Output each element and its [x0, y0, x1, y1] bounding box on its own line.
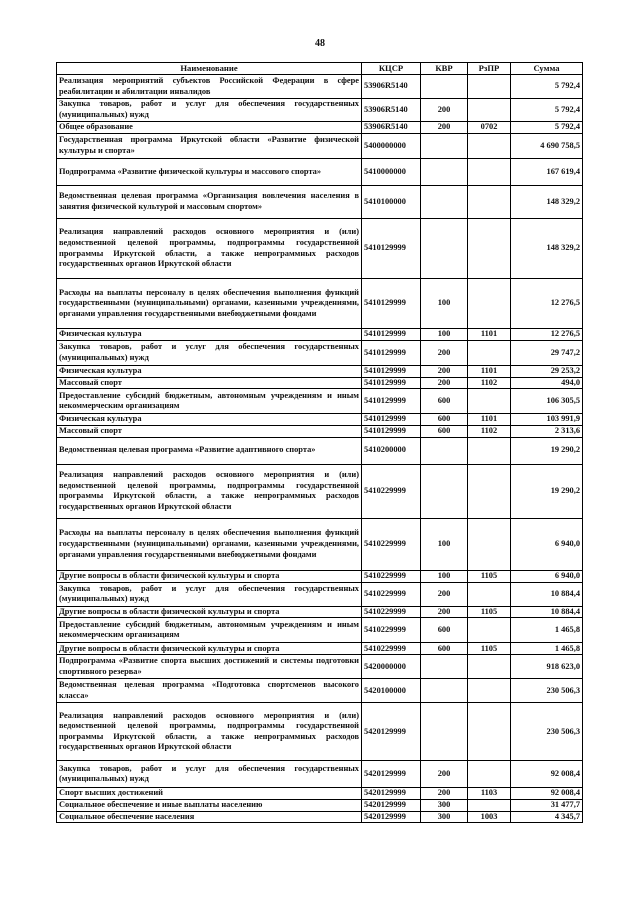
table-row: [57, 761, 583, 788]
table-row: [57, 703, 583, 761]
cell-name: Общее образование: [57, 122, 362, 134]
cell-kvr: 100: [421, 279, 468, 329]
cell-rzpr: [468, 703, 511, 761]
cell-kvr: 200: [421, 122, 468, 134]
table-row: [57, 643, 583, 655]
cell-sum: 230 506,3: [511, 679, 583, 703]
cell-name: Массовый спорт: [57, 377, 362, 389]
cell-sum: 5 792,4: [511, 122, 583, 134]
cell-sum: 12 276,5: [511, 329, 583, 341]
cell-kvr: 600: [421, 389, 468, 414]
cell-rzpr: [468, 679, 511, 703]
table-row: [57, 799, 583, 811]
cell-kvr: 200: [421, 377, 468, 389]
cell-kvr: [421, 679, 468, 703]
cell-kvr: [421, 464, 468, 518]
cell-kcsr: 5400000000: [362, 134, 421, 159]
table-row: [57, 811, 583, 823]
cell-kvr: [421, 219, 468, 279]
cell-sum: 106 305,5: [511, 389, 583, 414]
cell-rzpr: 0702: [468, 122, 511, 134]
table-row: [57, 377, 583, 389]
cell-name: Предоставление субсидий бюджетным, автономным учреждениям и иным некоммерческим организациям: [57, 389, 362, 414]
cell-kcsr: 5410129999: [362, 377, 421, 389]
cell-sum: 918 623,0: [511, 655, 583, 679]
cell-sum: 12 276,5: [511, 279, 583, 329]
cell-rzpr: [468, 582, 511, 606]
cell-rzpr: [468, 799, 511, 811]
cell-kcsr: 5410200000: [362, 437, 421, 464]
table-body: [57, 75, 583, 823]
cell-kvr: [421, 75, 468, 99]
cell-kvr: 600: [421, 425, 468, 437]
table-row: [57, 414, 583, 426]
cell-name: Ведомственная целевая программа «Организация вовлечения населения в занятия физической культурой и массовым спортом»: [57, 186, 362, 219]
cell-kcsr: 5410000000: [362, 159, 421, 186]
cell-rzpr: [468, 437, 511, 464]
cell-name: Ведомственная целевая программа «Подготовка спортсменов высокого класса»: [57, 679, 362, 703]
cell-sum: 19 290,2: [511, 437, 583, 464]
cell-rzpr: [468, 341, 511, 366]
table-row: [57, 99, 583, 122]
table-row: [57, 341, 583, 366]
cell-kvr: 200: [421, 99, 468, 122]
cell-rzpr: 1105: [468, 570, 511, 582]
table-row: [57, 159, 583, 186]
cell-name: Массовый спорт: [57, 425, 362, 437]
cell-kcsr: 5410229999: [362, 606, 421, 618]
table-row: [57, 679, 583, 703]
cell-kcsr: 5410229999: [362, 618, 421, 643]
table-row: [57, 437, 583, 464]
cell-kvr: [421, 186, 468, 219]
table-header-row: [57, 63, 583, 75]
header-sum: Сумма: [511, 63, 583, 75]
table-row: [57, 582, 583, 606]
cell-name: Социальное обеспечение населения: [57, 811, 362, 823]
cell-rzpr: [468, 279, 511, 329]
cell-kcsr: 53906R5140: [362, 75, 421, 99]
cell-kvr: [421, 437, 468, 464]
table-row: [57, 464, 583, 518]
cell-sum: 6 940,0: [511, 570, 583, 582]
cell-kvr: 200: [421, 341, 468, 366]
cell-kcsr: 5410229999: [362, 464, 421, 518]
cell-kcsr: 5420129999: [362, 811, 421, 823]
table-row: [57, 788, 583, 800]
cell-name: Закупка товаров, работ и услуг для обеспечения государственных (муниципальных) нужд: [57, 341, 362, 366]
cell-sum: 2 313,6: [511, 425, 583, 437]
cell-sum: 4 690 758,5: [511, 134, 583, 159]
cell-rzpr: [468, 518, 511, 570]
cell-name: Реализация направлений расходов основного мероприятия и (или) ведомственной целевой программы, подпрограммы государственной программы Иркутской области, а также непрограммных расходов государственных органов Иркутской области: [57, 464, 362, 518]
cell-rzpr: [468, 761, 511, 788]
cell-kvr: 600: [421, 618, 468, 643]
cell-kvr: [421, 703, 468, 761]
cell-rzpr: 1103: [468, 788, 511, 800]
cell-kcsr: 5410129999: [362, 366, 421, 378]
cell-kvr: 300: [421, 811, 468, 823]
cell-name: Закупка товаров, работ и услуг для обеспечения государственных (муниципальных) нужд: [57, 582, 362, 606]
cell-kcsr: 5410229999: [362, 582, 421, 606]
header-kvr: КВР: [421, 63, 468, 75]
cell-name: Предоставление субсидий бюджетным, автономным учреждениям и иным некоммерческим организациям: [57, 618, 362, 643]
cell-rzpr: [468, 219, 511, 279]
cell-name: Расходы на выплаты персоналу в целях обеспечения выполнения функций государственными (муниципальными) органами, казенными учреждениями, органами управления государственными внебюджетными фондами: [57, 518, 362, 570]
cell-rzpr: 1003: [468, 811, 511, 823]
cell-sum: 1 465,8: [511, 643, 583, 655]
cell-kcsr: 5420100000: [362, 679, 421, 703]
cell-sum: 230 506,3: [511, 703, 583, 761]
cell-rzpr: 1101: [468, 329, 511, 341]
cell-name: Реализация мероприятий субъектов Российской Федерации в сфере реабилитации и абилитации инвалидов: [57, 75, 362, 99]
cell-rzpr: [468, 159, 511, 186]
cell-name: Реализация направлений расходов основного мероприятия и (или) ведомственной целевой программы, подпрограммы государственной программы Иркутской области, а также непрограммных расходов государственных органов Иркутской области: [57, 219, 362, 279]
cell-sum: 4 345,7: [511, 811, 583, 823]
cell-rzpr: 1101: [468, 414, 511, 426]
cell-kcsr: 53906R5140: [362, 99, 421, 122]
cell-rzpr: [468, 464, 511, 518]
cell-kcsr: 5410229999: [362, 643, 421, 655]
table-row: [57, 219, 583, 279]
cell-kvr: [421, 159, 468, 186]
cell-kcsr: 5410129999: [362, 341, 421, 366]
cell-kcsr: 5420129999: [362, 788, 421, 800]
cell-rzpr: [468, 655, 511, 679]
cell-kvr: 100: [421, 570, 468, 582]
cell-name: Государственная программа Иркутской области «Развитие физической культуры и спорта»: [57, 134, 362, 159]
cell-kvr: [421, 134, 468, 159]
cell-name: Подпрограмма «Развитие спорта высших достижений и системы подготовки спортивного резерва»: [57, 655, 362, 679]
cell-name: Физическая культура: [57, 366, 362, 378]
cell-name: Подпрограмма «Развитие физической культуры и массового спорта»: [57, 159, 362, 186]
cell-kvr: 600: [421, 414, 468, 426]
cell-kcsr: 5420000000: [362, 655, 421, 679]
cell-kvr: 200: [421, 788, 468, 800]
cell-name: Реализация направлений расходов основного мероприятия и (или) ведомственной целевой программы, подпрограммы государственной программы Иркутской области, а также непрограммных расходов государственных органов Иркутской области: [57, 703, 362, 761]
cell-kvr: 600: [421, 643, 468, 655]
table-row: [57, 279, 583, 329]
cell-kcsr: 5410229999: [362, 570, 421, 582]
cell-rzpr: [468, 389, 511, 414]
cell-rzpr: 1102: [468, 425, 511, 437]
table-row: [57, 186, 583, 219]
table-row: [57, 570, 583, 582]
cell-kvr: 200: [421, 606, 468, 618]
table-row: [57, 134, 583, 159]
cell-kvr: 100: [421, 518, 468, 570]
cell-sum: 167 619,4: [511, 159, 583, 186]
table-row: [57, 618, 583, 643]
cell-kcsr: 5410129999: [362, 279, 421, 329]
cell-kcsr: 5410100000: [362, 186, 421, 219]
cell-rzpr: 1102: [468, 377, 511, 389]
cell-kvr: 200: [421, 761, 468, 788]
cell-kcsr: 5420129999: [362, 703, 421, 761]
table-row: [57, 606, 583, 618]
header-kcsr: КЦСР: [362, 63, 421, 75]
cell-sum: 19 290,2: [511, 464, 583, 518]
cell-rzpr: [468, 99, 511, 122]
cell-rzpr: 1105: [468, 606, 511, 618]
cell-sum: 494,0: [511, 377, 583, 389]
cell-rzpr: [468, 618, 511, 643]
cell-name: Другие вопросы в области физической культуры и спорта: [57, 643, 362, 655]
cell-kcsr: 53906R5140: [362, 122, 421, 134]
cell-name: Закупка товаров, работ и услуг для обеспечения государственных (муниципальных) нужд: [57, 99, 362, 122]
table-row: [57, 75, 583, 99]
cell-name: Спорт высших достижений: [57, 788, 362, 800]
cell-kcsr: 5410129999: [362, 425, 421, 437]
cell-kcsr: 5410129999: [362, 219, 421, 279]
table-row: [57, 425, 583, 437]
cell-rzpr: 1105: [468, 643, 511, 655]
cell-name: Физическая культура: [57, 329, 362, 341]
cell-sum: 10 884,4: [511, 582, 583, 606]
cell-kcsr: 5420129999: [362, 761, 421, 788]
cell-sum: 5 792,4: [511, 75, 583, 99]
cell-name: Другие вопросы в области физической культуры и спорта: [57, 570, 362, 582]
cell-kcsr: 5420129999: [362, 799, 421, 811]
cell-rzpr: 1101: [468, 366, 511, 378]
cell-sum: 10 884,4: [511, 606, 583, 618]
cell-sum: 31 477,7: [511, 799, 583, 811]
cell-kvr: 200: [421, 366, 468, 378]
page-number: 48: [315, 38, 325, 49]
cell-sum: 92 008,4: [511, 788, 583, 800]
cell-name: Ведомственная целевая программа «Развитие адаптивного спорта»: [57, 437, 362, 464]
header-name: Наименование: [57, 63, 362, 75]
cell-kvr: 300: [421, 799, 468, 811]
cell-sum: 29 253,2: [511, 366, 583, 378]
table-row: [57, 389, 583, 414]
cell-kcsr: 5410229999: [362, 518, 421, 570]
cell-sum: 29 747,2: [511, 341, 583, 366]
cell-kvr: 100: [421, 329, 468, 341]
cell-rzpr: [468, 186, 511, 219]
table-row: [57, 366, 583, 378]
cell-name: Другие вопросы в области физической культуры и спорта: [57, 606, 362, 618]
cell-sum: 5 792,4: [511, 99, 583, 122]
cell-name: Физическая культура: [57, 414, 362, 426]
budget-table: [56, 62, 583, 823]
cell-sum: 148 329,2: [511, 219, 583, 279]
cell-sum: 6 940,0: [511, 518, 583, 570]
cell-kvr: [421, 655, 468, 679]
cell-kcsr: 5410129999: [362, 389, 421, 414]
table-row: [57, 122, 583, 134]
cell-sum: 92 008,4: [511, 761, 583, 788]
cell-sum: 1 465,8: [511, 618, 583, 643]
cell-name: Расходы на выплаты персоналу в целях обеспечения выполнения функций государственными (муниципальными) органами, казенными учреждениями, органами управления государственными внебюджетными фондами: [57, 279, 362, 329]
cell-name: Социальное обеспечение и иные выплаты населению: [57, 799, 362, 811]
table-row: [57, 518, 583, 570]
table-row: [57, 329, 583, 341]
cell-sum: 103 991,9: [511, 414, 583, 426]
table-row: [57, 655, 583, 679]
header-rzpr: РзПР: [468, 63, 511, 75]
cell-name: Закупка товаров, работ и услуг для обеспечения государственных (муниципальных) нужд: [57, 761, 362, 788]
cell-kvr: 200: [421, 582, 468, 606]
cell-kcsr: 5410129999: [362, 329, 421, 341]
cell-sum: 148 329,2: [511, 186, 583, 219]
cell-kcsr: 5410129999: [362, 414, 421, 426]
cell-rzpr: [468, 134, 511, 159]
cell-rzpr: [468, 75, 511, 99]
